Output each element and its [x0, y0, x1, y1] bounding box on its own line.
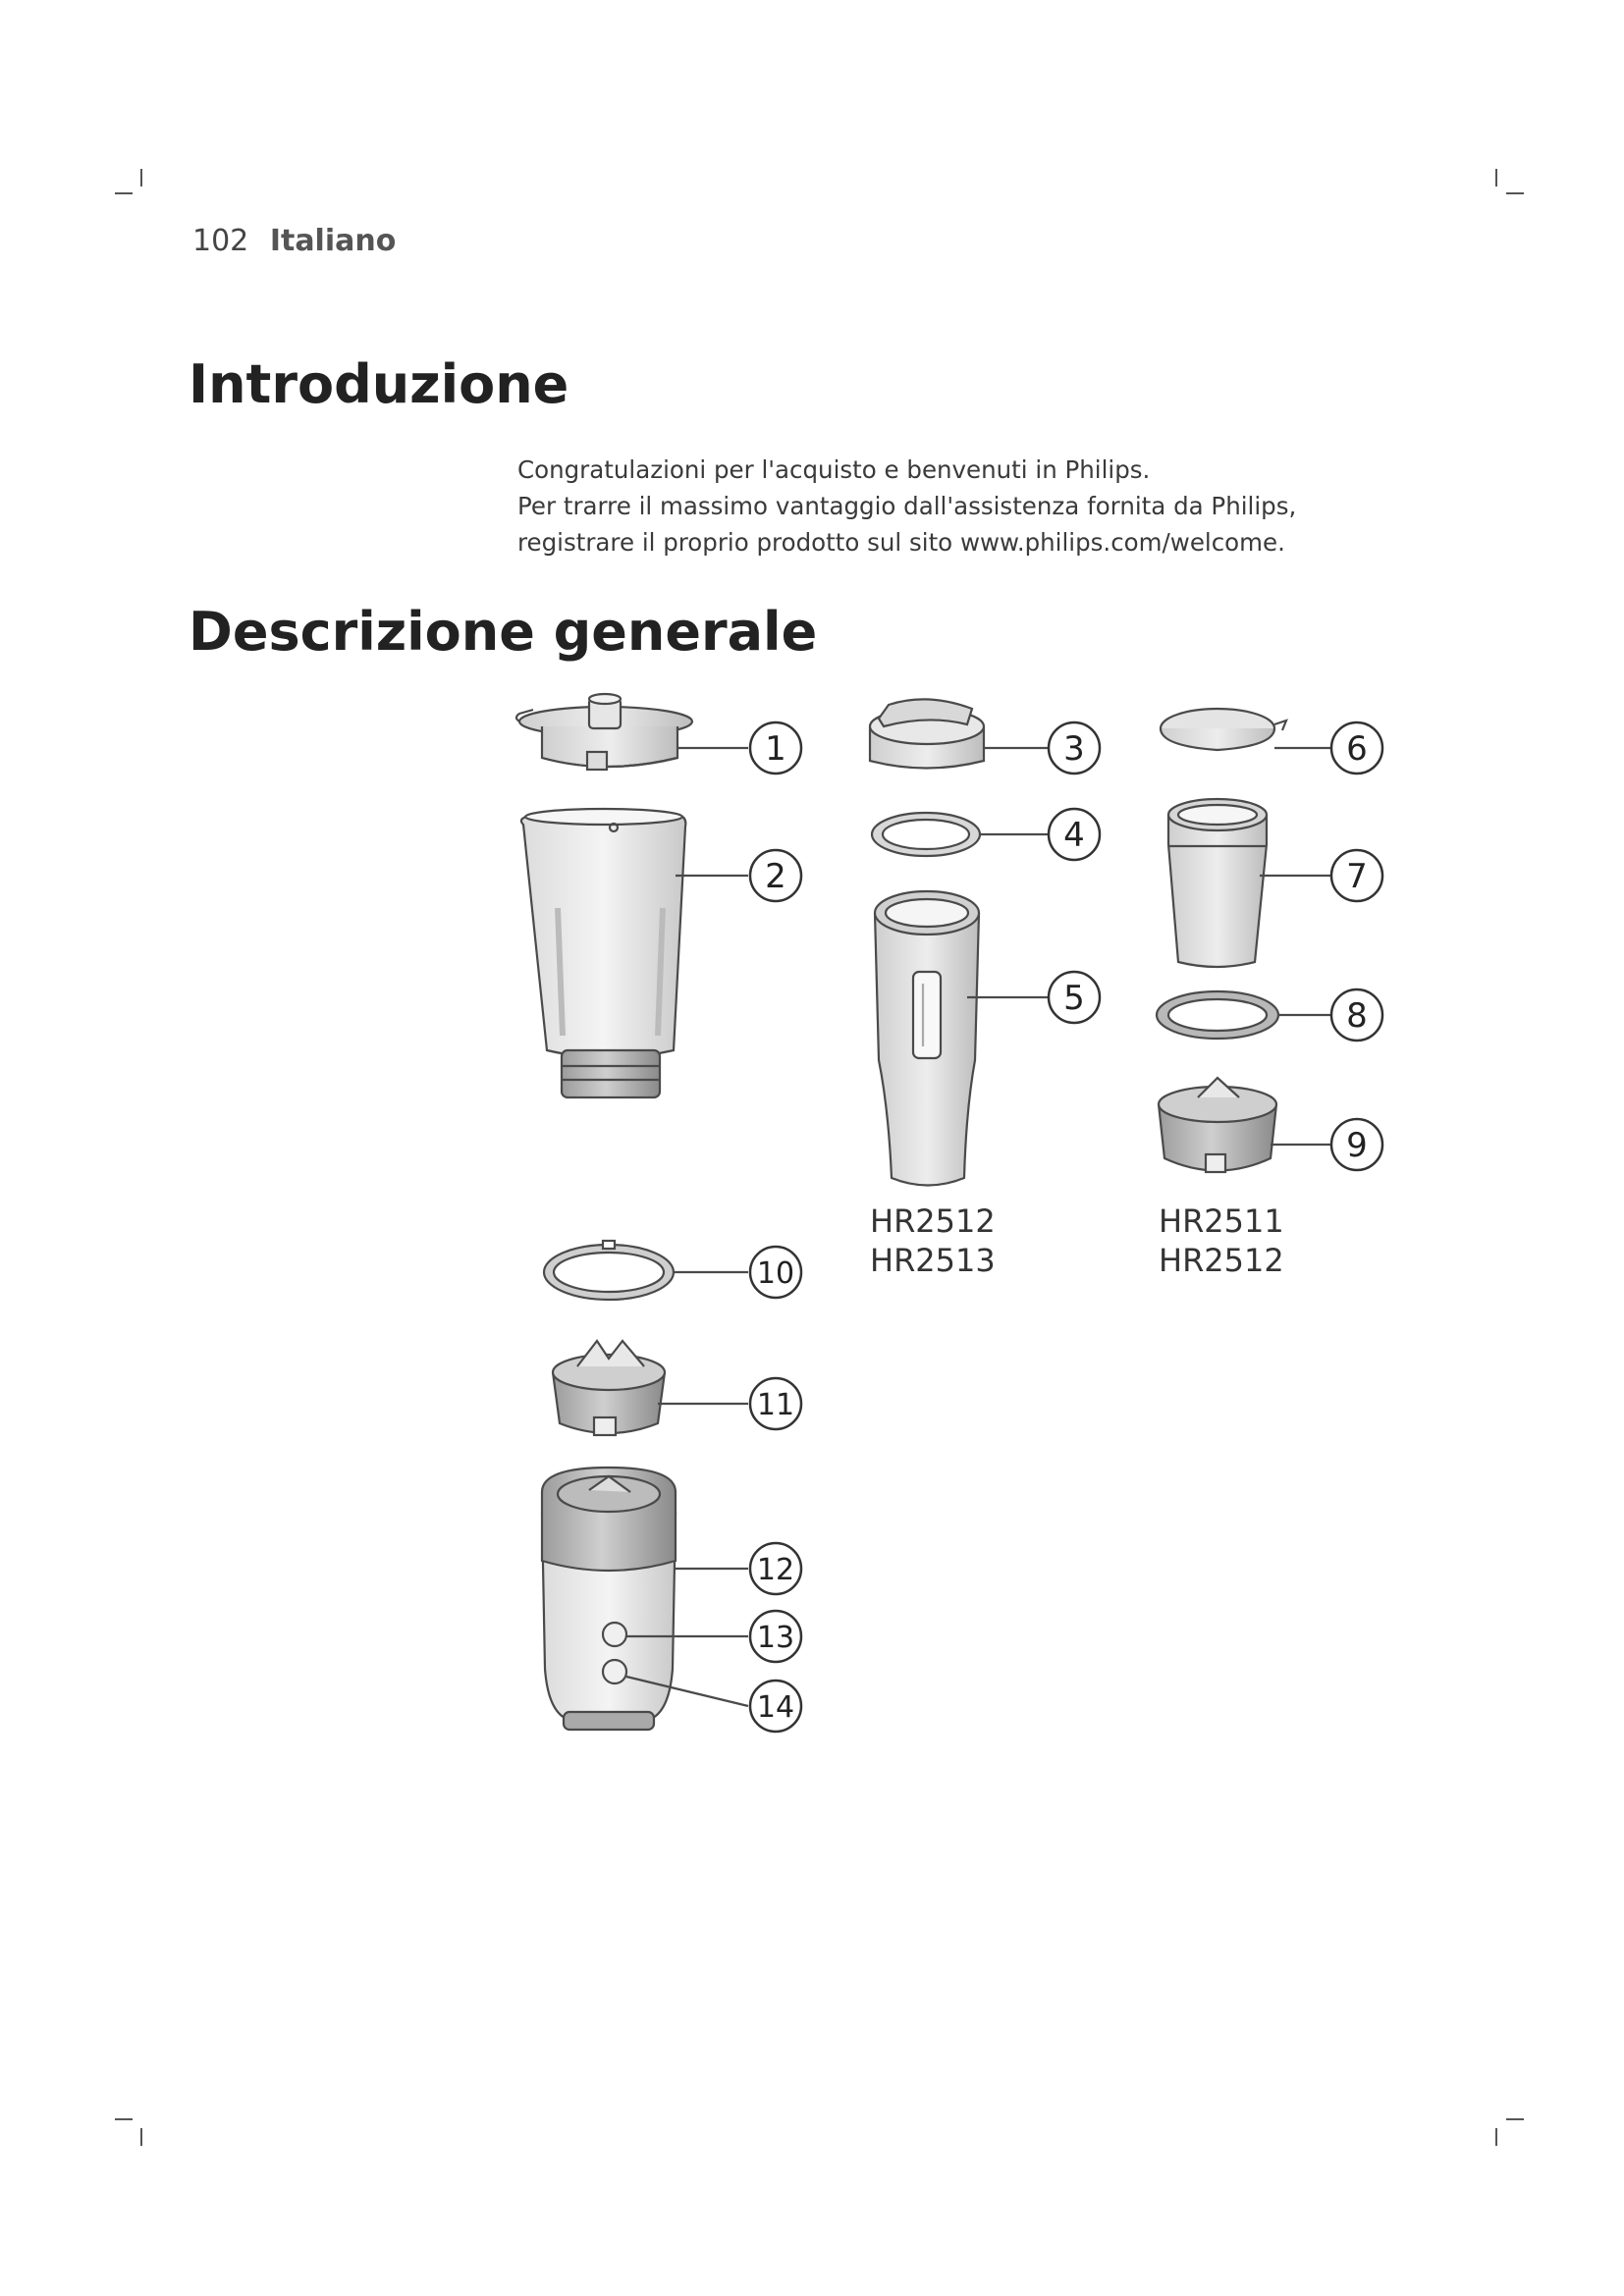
- callout-1: [750, 722, 801, 774]
- svg-text:10: 10: [756, 1256, 795, 1291]
- svg-text:14: 14: [756, 1690, 795, 1725]
- svg-text:8: 8: [1346, 996, 1368, 1036]
- svg-text:4: 4: [1063, 816, 1085, 855]
- svg-text:1: 1: [765, 729, 786, 769]
- callout-11: [750, 1378, 801, 1429]
- svg-text:6: 6: [1346, 729, 1368, 769]
- callout-5: [1049, 972, 1100, 1023]
- model-label: HR2512: [1159, 1242, 1284, 1279]
- svg-text:5: 5: [1063, 979, 1085, 1018]
- svg-text:2: 2: [765, 857, 786, 896]
- model-group-hr2512-hr2513: [870, 1201, 996, 1280]
- callout-10: [750, 1247, 801, 1298]
- callout-7: [1331, 850, 1382, 901]
- overview-title: Descrizione generale: [189, 601, 818, 663]
- model-label: HR2513: [870, 1242, 996, 1279]
- model-group-hr2511-hr2512: [1159, 1201, 1284, 1280]
- svg-text:7: 7: [1346, 857, 1368, 896]
- callout-14: [750, 1681, 801, 1732]
- svg-text:13: 13: [756, 1621, 795, 1655]
- intro-paragraph: Per trarre il massimo vantaggio dall'assistenza fornita da Philips, registrare il proprio prodotto sul sito www.philips.com/welcome.: [517, 492, 1297, 557]
- callout-4: [1049, 809, 1100, 860]
- svg-text:11: 11: [756, 1388, 795, 1422]
- page-language: Italiano: [269, 224, 397, 258]
- introduction-title: Introduzione: [189, 353, 569, 415]
- model-label: HR2511: [1159, 1202, 1284, 1240]
- page-number: 102: [192, 224, 249, 258]
- svg-text:9: 9: [1346, 1126, 1368, 1165]
- model-label: HR2512: [870, 1202, 996, 1240]
- callout-2: [750, 850, 801, 901]
- callout-12: [750, 1543, 801, 1594]
- svg-text:3: 3: [1063, 729, 1085, 769]
- callout-3: [1049, 722, 1100, 774]
- callout-13: [750, 1611, 801, 1662]
- svg-text:12: 12: [756, 1553, 795, 1587]
- intro-paragraph: Congratulazioni per l'acquisto e benvenuti in Philips.: [517, 455, 1151, 484]
- callout-6: [1331, 722, 1382, 774]
- callout-8: [1331, 989, 1382, 1041]
- callout-9: [1331, 1119, 1382, 1170]
